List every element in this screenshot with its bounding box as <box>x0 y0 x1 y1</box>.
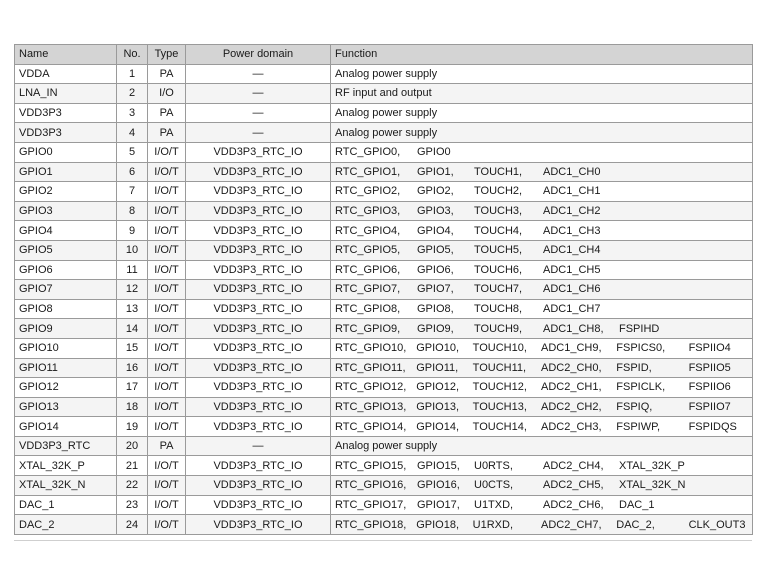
pin-power-domain: VDD3P3_RTC_IO <box>186 495 331 515</box>
pin-function <box>331 142 753 162</box>
table-row <box>15 515 753 535</box>
pin-number: 22 <box>117 476 148 496</box>
function-item: ADC1_CH2 <box>543 205 601 218</box>
header-function: Function <box>331 45 753 65</box>
function-item: ADC1_CH5 <box>543 263 601 276</box>
function-item: GPIO10, <box>416 342 460 355</box>
header-power-domain: Power domain <box>186 45 331 65</box>
function-item: TOUCH12, <box>472 381 527 394</box>
function-item: RTC_GPIO1, <box>335 165 401 178</box>
function-item: DAC_1 <box>619 498 655 511</box>
pin-type: I/O/T <box>148 260 186 280</box>
pin-number: 23 <box>117 495 148 515</box>
function-item: U1RXD, <box>472 518 514 531</box>
function-item: GPIO6, <box>417 263 454 276</box>
pin-power-domain: VDD3P3_RTC_IO <box>186 142 331 162</box>
pin-power-domain: VDD3P3_RTC_IO <box>186 397 331 417</box>
function-item: GPIO1, <box>417 165 454 178</box>
pin-number: 11 <box>117 260 148 280</box>
function-item: RTC_GPIO14, <box>335 420 407 433</box>
function-item: RTC_GPIO18, <box>335 518 407 531</box>
function-item: CLK_OUT3 <box>688 518 746 531</box>
function-list <box>335 244 748 256</box>
function-list <box>335 283 748 295</box>
pin-type: I/O/T <box>148 358 186 378</box>
pin-function <box>331 397 753 417</box>
pin-function <box>331 182 753 202</box>
function-item: Analog power supply <box>335 107 438 120</box>
function-item: ADC2_CH0, <box>541 361 602 374</box>
function-item: FSPICLK, <box>616 381 666 394</box>
function-list <box>335 185 748 197</box>
pin-number: 21 <box>117 456 148 476</box>
function-item: ADC1_CH8, <box>543 322 604 335</box>
pin-name: GPIO6 <box>15 260 117 280</box>
pin-number: 10 <box>117 240 148 260</box>
table-row <box>15 436 753 456</box>
function-item: TOUCH3, <box>474 205 523 218</box>
function-item: GPIO18, <box>416 518 460 531</box>
pin-name: GPIO13 <box>15 397 117 417</box>
pin-number: 16 <box>117 358 148 378</box>
pin-name: VDD3P3 <box>15 103 117 123</box>
function-item: Analog power supply <box>335 126 438 139</box>
function-list <box>335 264 748 276</box>
pin-power-domain: — <box>186 436 331 456</box>
function-item: FSPIIO6 <box>688 381 731 394</box>
pin-name: GPIO5 <box>15 240 117 260</box>
function-item: TOUCH9, <box>474 322 523 335</box>
pin-number: 9 <box>117 221 148 241</box>
pin-power-domain: VDD3P3_RTC_IO <box>186 201 331 221</box>
pin-type: I/O/T <box>148 280 186 300</box>
function-list <box>335 205 748 217</box>
function-item: FSPIDQS <box>688 420 737 433</box>
pin-power-domain: VDD3P3_RTC_IO <box>186 162 331 182</box>
pin-power-domain: — <box>186 64 331 84</box>
pin-number: 14 <box>117 319 148 339</box>
function-list <box>335 87 748 99</box>
function-item: RF input and output <box>335 87 432 100</box>
pin-number: 17 <box>117 378 148 398</box>
function-item: GPIO11, <box>416 361 459 374</box>
function-item: ADC2_CH5, <box>543 479 604 492</box>
function-item: ADC2_CH4, <box>543 459 604 472</box>
function-item: XTAL_32K_N <box>619 479 686 492</box>
pin-type: I/O/T <box>148 162 186 182</box>
function-item: FSPIIO7 <box>688 400 731 413</box>
function-item: GPIO5, <box>417 244 454 257</box>
function-list <box>335 519 748 531</box>
pin-type: I/O/T <box>148 456 186 476</box>
pin-function <box>331 515 753 535</box>
header-type: Type <box>148 45 186 65</box>
function-item: GPIO14, <box>416 420 460 433</box>
function-item: Analog power supply <box>335 440 438 453</box>
function-item: RTC_GPIO0, <box>335 146 401 159</box>
pin-power-domain: VDD3P3_RTC_IO <box>186 417 331 437</box>
header-name: Name <box>15 45 117 65</box>
pin-function <box>331 495 753 515</box>
pin-function <box>331 84 753 104</box>
table-row <box>15 378 753 398</box>
function-item: TOUCH8, <box>474 303 523 316</box>
pin-function <box>331 64 753 84</box>
table-row <box>15 299 753 319</box>
table-row <box>15 417 753 437</box>
table-row <box>15 338 753 358</box>
pin-name: DAC_1 <box>15 495 117 515</box>
pin-function <box>331 476 753 496</box>
function-item: RTC_GPIO8, <box>335 303 401 316</box>
function-list <box>335 127 748 139</box>
pin-name: GPIO7 <box>15 280 117 300</box>
function-item: FSPIWP, <box>616 420 661 433</box>
pin-type <box>148 436 186 456</box>
table-row <box>15 260 753 280</box>
function-list <box>335 421 748 433</box>
function-list <box>335 401 748 413</box>
pin-number: 5 <box>117 142 148 162</box>
function-list <box>335 225 748 237</box>
pin-power-domain: — <box>186 84 331 104</box>
function-item: ADC2_CH3, <box>541 420 602 433</box>
function-item: ADC1_CH4 <box>543 244 601 257</box>
function-item: ADC1_CH6 <box>543 283 601 296</box>
function-item: FSPIQ, <box>616 400 653 413</box>
pin-type-label: PA <box>159 107 174 120</box>
pin-type-label: PA <box>159 440 174 453</box>
table-row <box>15 103 753 123</box>
function-item: ADC1_CH7 <box>543 303 601 316</box>
pin-number: 20 <box>117 436 148 456</box>
function-list <box>335 499 748 511</box>
pin-function <box>331 358 753 378</box>
function-item: TOUCH6, <box>474 263 523 276</box>
table-row <box>15 84 753 104</box>
pin-function <box>331 260 753 280</box>
pin-number: 7 <box>117 182 148 202</box>
function-item: TOUCH10, <box>472 342 527 355</box>
pin-number: 2 <box>117 84 148 104</box>
pin-power-domain: VDD3P3_RTC_IO <box>186 240 331 260</box>
function-item: GPIO0 <box>417 146 451 159</box>
pin-type: I/O/T <box>148 182 186 202</box>
table-row <box>15 123 753 143</box>
function-item: GPIO9, <box>417 322 454 335</box>
pin-name: GPIO10 <box>15 338 117 358</box>
pin-type: I/O/T <box>148 417 186 437</box>
table-row <box>15 182 753 202</box>
pin-name: GPIO9 <box>15 319 117 339</box>
function-item: FSPIIO4 <box>688 342 731 355</box>
function-item: FSPID, <box>616 361 652 374</box>
pin-power-domain: VDD3P3_RTC_IO <box>186 182 331 202</box>
pin-name: GPIO4 <box>15 221 117 241</box>
function-item: TOUCH4, <box>474 224 523 237</box>
function-item: GPIO15, <box>417 459 460 472</box>
pin-type: I/O/T <box>148 299 186 319</box>
pin-name: GPIO12 <box>15 378 117 398</box>
pin-type: I/O/T <box>148 338 186 358</box>
table-row <box>15 142 753 162</box>
function-item: GPIO4, <box>417 224 454 237</box>
pin-type: I/O/T <box>148 319 186 339</box>
function-item: U1TXD, <box>474 498 514 511</box>
header-no: No. <box>117 45 148 65</box>
function-item: RTC_GPIO5, <box>335 244 401 257</box>
function-item: RTC_GPIO9, <box>335 322 401 335</box>
function-list <box>335 479 748 491</box>
function-item: GPIO2, <box>417 185 454 198</box>
function-item: ADC2_CH6, <box>543 498 604 511</box>
pin-power-domain: VDD3P3_RTC_IO <box>186 299 331 319</box>
pin-number: 13 <box>117 299 148 319</box>
pin-power-domain: VDD3P3_RTC_IO <box>186 456 331 476</box>
pin-number: 6 <box>117 162 148 182</box>
function-item: TOUCH11, <box>472 361 527 374</box>
function-item: U0CTS, <box>474 479 514 492</box>
table-row <box>15 64 753 84</box>
pin-power-domain: — <box>186 103 331 123</box>
function-item: ADC1_CH1 <box>543 185 601 198</box>
pin-type <box>148 103 186 123</box>
pin-name: GPIO2 <box>15 182 117 202</box>
pin-number: 15 <box>117 338 148 358</box>
function-item: GPIO17, <box>417 498 460 511</box>
function-list <box>335 460 748 472</box>
pin-function <box>331 162 753 182</box>
pin-type: I/O/T <box>148 515 186 535</box>
pin-type: I/O/T <box>148 142 186 162</box>
pin-function <box>331 436 753 456</box>
function-item: TOUCH7, <box>474 283 523 296</box>
table-row <box>15 495 753 515</box>
function-item: GPIO13, <box>416 400 460 413</box>
function-list <box>335 342 748 354</box>
function-item: TOUCH1, <box>474 165 523 178</box>
pin-type: I/O/T <box>148 240 186 260</box>
function-list <box>335 166 748 178</box>
function-list <box>335 323 748 335</box>
table-row <box>15 240 753 260</box>
pin-name: DAC_2 <box>15 515 117 535</box>
function-item: GPIO16, <box>417 479 460 492</box>
pin-type-label: PA <box>159 126 174 139</box>
pin-type: I/O/T <box>148 201 186 221</box>
pin-power-domain: VDD3P3_RTC_IO <box>186 476 331 496</box>
pin-type: I/O/T <box>148 397 186 417</box>
pin-name: GPIO1 <box>15 162 117 182</box>
table-row <box>15 319 753 339</box>
pin-power-domain: VDD3P3_RTC_IO <box>186 221 331 241</box>
pin-type-label: PA <box>159 67 174 80</box>
pin-power-domain: VDD3P3_RTC_IO <box>186 338 331 358</box>
table-row <box>15 221 753 241</box>
pin-name: GPIO14 <box>15 417 117 437</box>
function-list <box>335 68 748 80</box>
function-item: ADC1_CH3 <box>543 224 601 237</box>
header-row <box>15 45 753 65</box>
pin-function <box>331 280 753 300</box>
pin-type: I/O/T <box>148 495 186 515</box>
pin-type <box>148 64 186 84</box>
pin-power-domain: — <box>186 123 331 143</box>
table-row <box>15 358 753 378</box>
pin-type: I/O <box>148 84 186 104</box>
pin-function <box>331 221 753 241</box>
pin-name: XTAL_32K_P <box>15 456 117 476</box>
pin-function <box>331 240 753 260</box>
pin-power-domain: VDD3P3_RTC_IO <box>186 378 331 398</box>
pin-type <box>148 123 186 143</box>
function-item: TOUCH5, <box>474 244 523 257</box>
function-item: U0RTS, <box>474 459 513 472</box>
pin-power-domain: VDD3P3_RTC_IO <box>186 260 331 280</box>
pin-number: 24 <box>117 515 148 535</box>
table-row <box>15 201 753 221</box>
function-item: FSPICS0, <box>616 342 666 355</box>
pin-power-domain: VDD3P3_RTC_IO <box>186 358 331 378</box>
pin-name: GPIO8 <box>15 299 117 319</box>
pin-power-domain: VDD3P3_RTC_IO <box>186 515 331 535</box>
pin-function <box>331 417 753 437</box>
pin-name: VDD3P3_RTC <box>15 436 117 456</box>
function-list <box>335 381 748 393</box>
pin-type: I/O/T <box>148 378 186 398</box>
pin-number: 8 <box>117 201 148 221</box>
pin-power-domain: VDD3P3_RTC_IO <box>186 319 331 339</box>
function-item: ADC2_CH7, <box>541 518 602 531</box>
function-list <box>335 303 748 315</box>
pin-name: XTAL_32K_N <box>15 476 117 496</box>
table-row <box>15 162 753 182</box>
function-item: RTC_GPIO10, <box>335 342 407 355</box>
pin-function <box>331 319 753 339</box>
table-header <box>15 45 753 65</box>
function-item: FSPIHD <box>619 322 660 335</box>
function-item: RTC_GPIO16, <box>335 479 407 492</box>
pin-type: I/O/T <box>148 221 186 241</box>
function-item: RTC_GPIO2, <box>335 185 401 198</box>
function-item: RTC_GPIO6, <box>335 263 401 276</box>
pin-definition-table <box>14 44 753 535</box>
function-list <box>335 107 748 119</box>
function-item: TOUCH14, <box>472 420 527 433</box>
table-body <box>15 64 753 534</box>
function-item: RTC_GPIO4, <box>335 224 401 237</box>
pin-function <box>331 456 753 476</box>
table-row <box>15 397 753 417</box>
function-item: XTAL_32K_P <box>619 459 685 472</box>
function-item: ADC1_CH0 <box>543 165 601 178</box>
function-item: RTC_GPIO11, <box>335 361 406 374</box>
function-list <box>335 440 748 452</box>
pin-function <box>331 378 753 398</box>
table-row <box>15 476 753 496</box>
function-item: FSPIIO5 <box>688 361 731 374</box>
function-item: Analog power supply <box>335 67 438 80</box>
pin-name: GPIO11 <box>15 358 117 378</box>
pin-name: GPIO0 <box>15 142 117 162</box>
pin-function <box>331 338 753 358</box>
function-list <box>335 362 748 374</box>
function-item: GPIO3, <box>417 205 454 218</box>
pin-number: 18 <box>117 397 148 417</box>
pin-number: 12 <box>117 280 148 300</box>
function-item: RTC_GPIO13, <box>335 400 407 413</box>
pin-number: 4 <box>117 123 148 143</box>
bottom-divider <box>14 540 752 541</box>
table-row <box>15 456 753 476</box>
pin-function <box>331 201 753 221</box>
function-item: TOUCH2, <box>474 185 523 198</box>
function-item: GPIO7, <box>417 283 454 296</box>
pin-number: 1 <box>117 64 148 84</box>
function-item: TOUCH13, <box>472 400 527 413</box>
pin-number: 19 <box>117 417 148 437</box>
function-item: RTC_GPIO3, <box>335 205 401 218</box>
pin-function <box>331 299 753 319</box>
pin-name: LNA_IN <box>15 84 117 104</box>
pin-name: VDDA <box>15 64 117 84</box>
function-item: DAC_2, <box>616 518 655 531</box>
function-item: GPIO12, <box>416 381 460 394</box>
function-item: GPIO8, <box>417 303 454 316</box>
pin-function <box>331 123 753 143</box>
table-row <box>15 280 753 300</box>
function-item: ADC2_CH2, <box>541 400 602 413</box>
function-item: RTC_GPIO7, <box>335 283 401 296</box>
pin-number: 3 <box>117 103 148 123</box>
function-item: ADC2_CH1, <box>541 381 602 394</box>
pin-power-domain: VDD3P3_RTC_IO <box>186 280 331 300</box>
pin-name: GPIO3 <box>15 201 117 221</box>
function-item: ADC1_CH9, <box>541 342 602 355</box>
function-list <box>335 146 748 158</box>
pin-type: I/O/T <box>148 476 186 496</box>
pin-function <box>331 103 753 123</box>
pin-name: VDD3P3 <box>15 123 117 143</box>
function-item: RTC_GPIO12, <box>335 381 407 394</box>
function-item: RTC_GPIO17, <box>335 498 407 511</box>
function-item: RTC_GPIO15, <box>335 459 407 472</box>
